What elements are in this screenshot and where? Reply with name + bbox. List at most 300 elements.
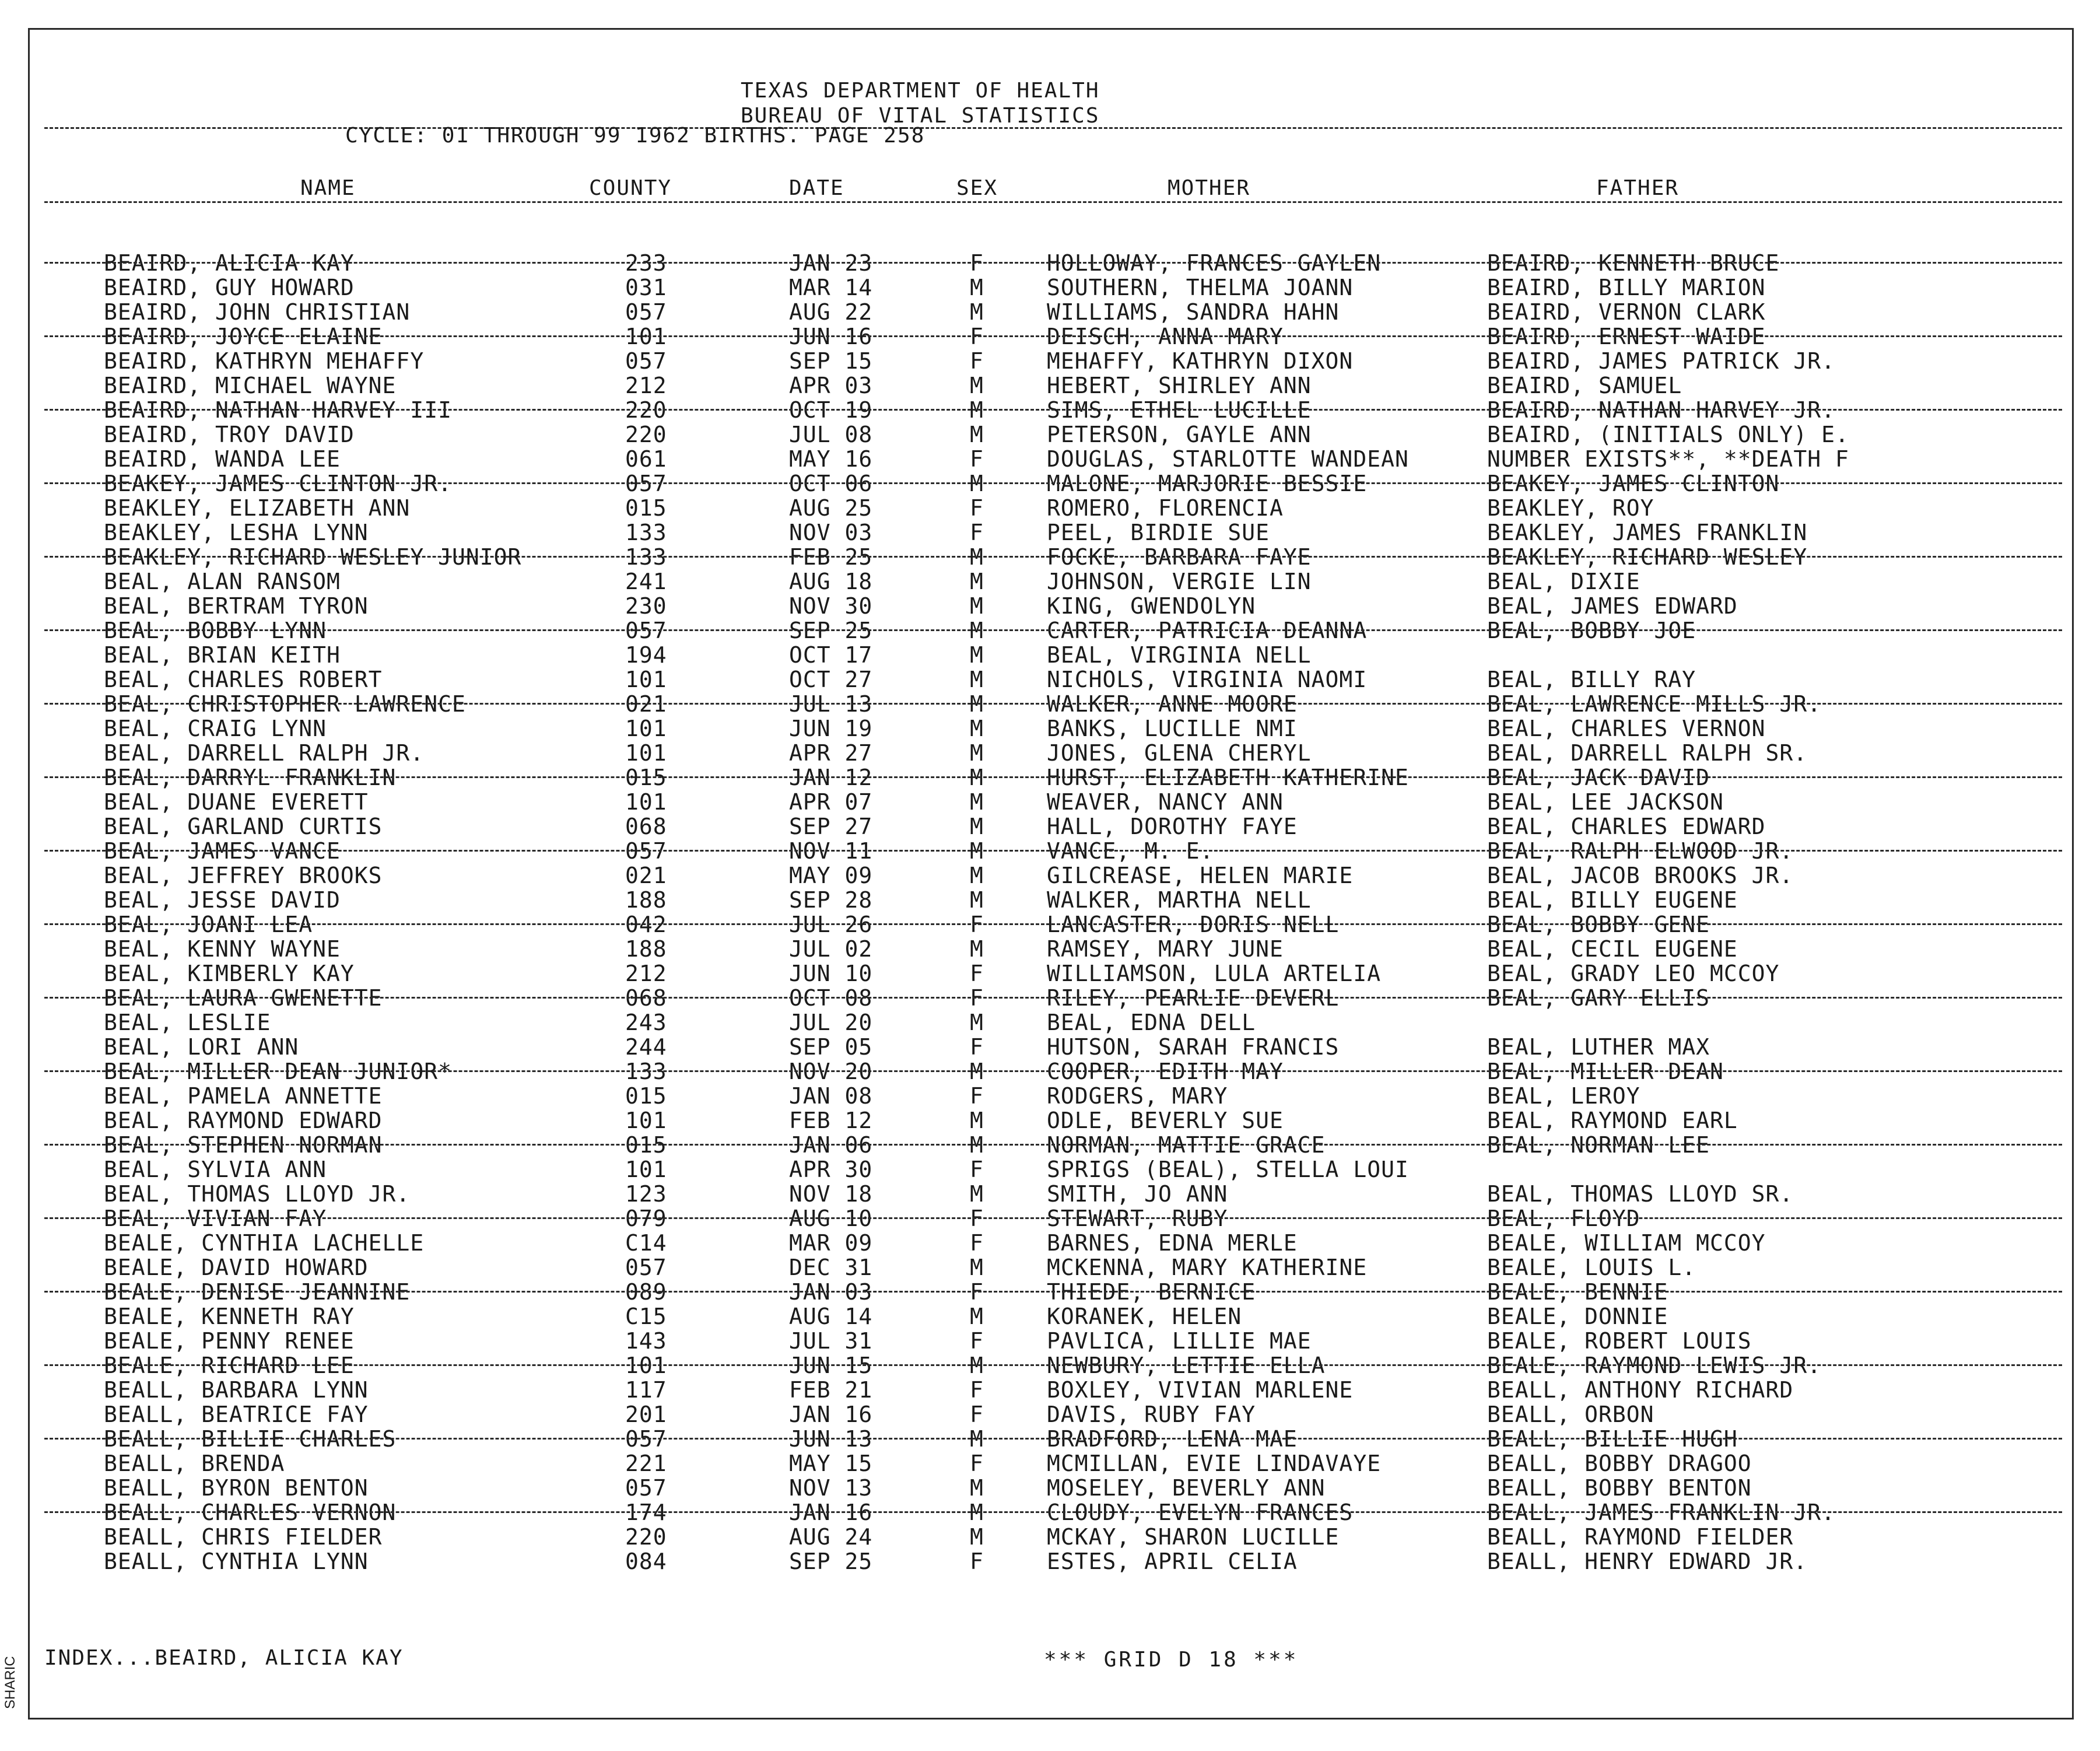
record-sex: M: [970, 1475, 984, 1501]
record-father: BEAL, JACK DAVID: [1487, 765, 1710, 790]
record-row: [0, 667, 2100, 692]
record-row: [0, 1231, 2100, 1255]
record-father: BEALE, BENNIE: [1487, 1279, 1668, 1305]
record-row: [0, 422, 2100, 447]
record-mother: RODGERS, MARY: [1047, 1083, 1228, 1109]
record-mother: MCMILLAN, EVIE LINDAVAYE: [1047, 1451, 1382, 1476]
record-name: BEAIRD, KATHRYN MEHAFFY: [104, 348, 425, 374]
record-row: [0, 398, 2100, 422]
record-mother: ROMERO, FLORENCIA: [1047, 495, 1284, 521]
record-father: BEALL, JAMES FRANKLIN JR.: [1487, 1500, 1835, 1525]
record-father: BEAL, CHARLES VERNON: [1487, 716, 1766, 741]
record-name: BEAL, PAMELA ANNETTE: [104, 1083, 383, 1109]
record-date: JUN 13: [789, 1426, 873, 1452]
record-date: APR 30: [789, 1157, 873, 1182]
record-sex: M: [970, 373, 984, 398]
record-sex: F: [970, 1328, 984, 1354]
record-row: [0, 300, 2100, 324]
record-county: C14: [625, 1230, 667, 1256]
record-sex: M: [970, 397, 984, 423]
record-sex: M: [970, 814, 984, 839]
record-row: [0, 692, 2100, 716]
record-row: [0, 814, 2100, 839]
record-date: OCT 19: [789, 397, 873, 423]
record-county: 061: [625, 446, 667, 472]
record-county: 057: [625, 618, 667, 643]
record-name: BEAL, KIMBERLY KAY: [104, 961, 355, 986]
record-name: BEAL, JESSE DAVID: [104, 887, 341, 913]
record-mother: SIMS, ETHEL LUCILLE: [1047, 397, 1312, 423]
record-father: BEAL, BILLY RAY: [1487, 667, 1696, 692]
record-name: BEAIRD, MICHAEL WAYNE: [104, 373, 397, 398]
record-name: BEAL, BRIAN KEITH: [104, 642, 341, 668]
record-sex: F: [970, 1206, 984, 1231]
record-father: BEALL, BILLIE HUGH: [1487, 1426, 1738, 1452]
record-name: BEALL, BILLIE CHARLES: [104, 1426, 397, 1452]
record-row: [0, 251, 2100, 275]
record-father: BEALE, LOUIS L.: [1487, 1255, 1696, 1280]
record-date: JUL 02: [789, 936, 873, 962]
record-county: 133: [625, 1059, 667, 1084]
record-mother: MCKAY, SHARON LUCILLE: [1047, 1524, 1340, 1550]
record-name: BEALL, CHRIS FIELDER: [104, 1524, 383, 1550]
record-mother: LANCASTER, DORIS NELL: [1047, 912, 1340, 937]
record-mother: PAVLICA, LILLIE MAE: [1047, 1328, 1312, 1354]
side-mark: SHARIC: [2, 1656, 18, 1709]
record-name: BEAL, CRAIG LYNN: [104, 716, 327, 741]
record-row: [0, 1084, 2100, 1108]
record-mother: BRADFORD, LENA MAE: [1047, 1426, 1298, 1452]
record-sex: F: [970, 1451, 984, 1476]
column-header-father: FATHER: [1596, 176, 1680, 200]
record-row: [0, 1182, 2100, 1206]
record-mother: WALKER, ANNE MOORE: [1047, 691, 1298, 717]
record-county: 101: [625, 1157, 667, 1182]
record-mother: GILCREASE, HELEN MARIE: [1047, 863, 1354, 888]
record-mother: PETERSON, GAYLE ANN: [1047, 422, 1312, 447]
record-date: MAY 15: [789, 1451, 873, 1476]
record-father: BEAL, RALPH ELWOOD JR.: [1487, 838, 1794, 864]
record-name: BEAL, THOMAS LLOYD JR.: [104, 1181, 411, 1207]
record-father: BEAIRD, SAMUEL: [1487, 373, 1682, 398]
record-mother: BEAL, EDNA DELL: [1047, 1010, 1256, 1035]
record-mother: NORMAN, MATTIE GRACE: [1047, 1132, 1326, 1158]
record-father: BEAL, MILLER DEAN: [1487, 1059, 1724, 1084]
record-sex: F: [970, 912, 984, 937]
record-date: JUN 19: [789, 716, 873, 741]
record-county: 021: [625, 863, 667, 888]
record-date: JUL 20: [789, 1010, 873, 1035]
record-county: 031: [625, 275, 667, 300]
record-date: SEP 25: [789, 1549, 873, 1574]
record-name: BEAL, JAMES VANCE: [104, 838, 341, 864]
record-date: APR 27: [789, 740, 873, 766]
record-father: BEAL, GARY ELLIS: [1487, 985, 1710, 1011]
record-sex: M: [970, 887, 984, 913]
record-row: [0, 349, 2100, 373]
record-mother: FOCKE, BARBARA FAYE: [1047, 544, 1312, 570]
record-sex: F: [970, 250, 984, 276]
record-date: JUN 16: [789, 324, 873, 349]
record-county: 084: [625, 1549, 667, 1574]
record-row: [0, 569, 2100, 594]
record-county: 101: [625, 667, 667, 692]
record-sex: M: [970, 471, 984, 496]
record-mother: BEAL, VIRGINIA NELL: [1047, 642, 1312, 668]
record-father: BEAL, LEROY: [1487, 1083, 1640, 1109]
record-father: BEAKLEY, RICHARD WESLEY: [1487, 544, 1808, 570]
record-row: [0, 1402, 2100, 1427]
record-father: BEAL, GRADY LEO MCCOY: [1487, 961, 1780, 986]
record-mother: VANCE, M. E.: [1047, 838, 1214, 864]
record-county: 212: [625, 373, 667, 398]
record-father: BEAIRD, NATHAN HARVEY JR.: [1487, 397, 1835, 423]
record-row: [0, 545, 2100, 569]
record-mother: PEEL, BIRDIE SUE: [1047, 520, 1270, 545]
record-name: BEAKEY, JAMES CLINTON JR.: [104, 471, 452, 496]
record-father: BEAL, LUTHER MAX: [1487, 1034, 1710, 1060]
record-date: AUG 18: [789, 569, 873, 594]
record-row: [0, 888, 2100, 912]
record-father: BEAL, CHARLES EDWARD: [1487, 814, 1766, 839]
record-father: BEAL, LAWRENCE MILLS JR.: [1487, 691, 1822, 717]
record-name: BEALL, CHARLES VERNON: [104, 1500, 397, 1525]
record-county: 089: [625, 1279, 667, 1305]
record-row: [0, 275, 2100, 300]
record-row: [0, 1378, 2100, 1402]
record-name: BEAL, LESLIE: [104, 1010, 271, 1035]
record-mother: JONES, GLENA CHERYL: [1047, 740, 1312, 766]
record-mother: DAVIS, RUBY FAY: [1047, 1402, 1256, 1427]
record-row: [0, 1451, 2100, 1476]
record-mother: HALL, DOROTHY FAYE: [1047, 814, 1298, 839]
record-name: BEAIRD, TROY DAVID: [104, 422, 355, 447]
record-county: 057: [625, 348, 667, 374]
record-sex: M: [970, 716, 984, 741]
record-sex: M: [970, 422, 984, 447]
record-mother: DOUGLAS, STARLOTTE WANDEAN: [1047, 446, 1409, 472]
record-mother: KORANEK, HELEN: [1047, 1304, 1242, 1329]
record-county: 079: [625, 1206, 667, 1231]
record-name: BEAL, VIVIAN FAY: [104, 1206, 327, 1231]
record-name: BEALE, CYNTHIA LACHELLE: [104, 1230, 425, 1256]
record-county: 220: [625, 422, 667, 447]
record-county: 133: [625, 544, 667, 570]
record-county: 015: [625, 1083, 667, 1109]
record-date: NOV 03: [789, 520, 873, 545]
record-mother: HEBERT, SHIRLEY ANN: [1047, 373, 1312, 398]
record-mother: MEHAFFY, KATHRYN DIXON: [1047, 348, 1354, 374]
record-sex: M: [970, 1353, 984, 1378]
record-father: BEAIRD, (INITIALS ONLY) E.: [1487, 422, 1849, 447]
record-father: BEAL, CECIL EUGENE: [1487, 936, 1738, 962]
record-name: BEAL, DUANE EVERETT: [104, 789, 369, 815]
record-county: 117: [625, 1377, 667, 1403]
record-mother: SMITH, JO ANN: [1047, 1181, 1228, 1207]
record-name: BEALE, DENISE JEANNINE: [104, 1279, 411, 1305]
record-date: NOV 20: [789, 1059, 873, 1084]
record-row: [0, 1500, 2100, 1525]
record-row: [0, 1255, 2100, 1280]
record-county: 123: [625, 1181, 667, 1207]
record-father: BEAIRD, VERNON CLARK: [1487, 299, 1766, 325]
record-mother: WILLIAMS, SANDRA HAHN: [1047, 299, 1340, 325]
record-mother: DEISCH, ANNA MARY: [1047, 324, 1284, 349]
record-sex: F: [970, 1402, 984, 1427]
record-sex: F: [970, 446, 984, 472]
record-row: [0, 471, 2100, 496]
record-date: JUL 08: [789, 422, 873, 447]
record-date: JAN 03: [789, 1279, 873, 1305]
record-name: BEAL, KENNY WAYNE: [104, 936, 341, 962]
record-mother: THIEDE, BERNICE: [1047, 1279, 1256, 1305]
column-header-sex: SEX: [956, 176, 998, 200]
record-row: [0, 1525, 2100, 1549]
record-sex: M: [970, 569, 984, 594]
record-date: FEB 12: [789, 1108, 873, 1133]
record-date: SEP 27: [789, 814, 873, 839]
record-name: BEAL, DARRYL FRANKLIN: [104, 765, 397, 790]
record-sex: F: [970, 1230, 984, 1256]
record-row: [0, 324, 2100, 349]
record-sex: F: [970, 495, 984, 521]
record-name: BEAL, DARRELL RALPH JR.: [104, 740, 425, 766]
record-row: [0, 1108, 2100, 1133]
record-row: [0, 594, 2100, 618]
record-mother: BANKS, LUCILLE NMI: [1047, 716, 1298, 741]
record-date: NOV 30: [789, 593, 873, 619]
record-name: BEAL, STEPHEN NORMAN: [104, 1132, 383, 1158]
record-date: AUG 22: [789, 299, 873, 325]
record-row: [0, 937, 2100, 961]
record-county: 244: [625, 1034, 667, 1060]
record-date: AUG 10: [789, 1206, 873, 1231]
grid-reference: *** GRID D 18 ***: [1044, 1648, 1299, 1672]
record-county: 194: [625, 642, 667, 668]
record-father: BEALL, BOBBY BENTON: [1487, 1475, 1752, 1501]
record-sex: M: [970, 593, 984, 619]
record-row: [0, 520, 2100, 545]
record-county: 212: [625, 961, 667, 986]
record-county: 230: [625, 593, 667, 619]
record-county: 021: [625, 691, 667, 717]
record-county: 201: [625, 1402, 667, 1427]
record-row: [0, 839, 2100, 863]
record-date: MAR 09: [789, 1230, 873, 1256]
record-sex: M: [970, 1500, 984, 1525]
record-date: NOV 13: [789, 1475, 873, 1501]
record-county: 042: [625, 912, 667, 937]
record-name: BEAIRD, NATHAN HARVEY III: [104, 397, 452, 423]
record-date: JUN 10: [789, 961, 873, 986]
record-county: 188: [625, 936, 667, 962]
record-father: BEALE, ROBERT LOUIS: [1487, 1328, 1752, 1354]
record-county: 015: [625, 1132, 667, 1158]
record-sex: M: [970, 838, 984, 864]
record-date: SEP 15: [789, 348, 873, 374]
record-sex: F: [970, 520, 984, 545]
record-name: BEAL, MILLER DEAN JUNIOR*: [104, 1059, 452, 1084]
record-father: BEAL, JAMES EDWARD: [1487, 593, 1738, 619]
record-mother: RILEY, PEARLIE DEVERL: [1047, 985, 1340, 1011]
record-mother: BARNES, EDNA MERLE: [1047, 1230, 1298, 1256]
record-name: BEALE, KENNETH RAY: [104, 1304, 355, 1329]
record-date: JAN 12: [789, 765, 873, 790]
record-row: [0, 1059, 2100, 1084]
record-name: BEAIRD, JOYCE ELAINE: [104, 324, 383, 349]
cycle-line: CYCLE: 01 THROUGH 99 1962 BIRTHS. PAGE 258: [345, 124, 925, 148]
record-county: 068: [625, 985, 667, 1011]
record-mother: SOUTHERN, THELMA JOANN: [1047, 275, 1354, 300]
record-father: BEAL, NORMAN LEE: [1487, 1132, 1710, 1158]
record-name: BEAL, BOBBY LYNN: [104, 618, 327, 643]
record-mother: MOSELEY, BEVERLY ANN: [1047, 1475, 1326, 1501]
record-father: BEAIRD, JAMES PATRICK JR.: [1487, 348, 1835, 374]
record-mother: WALKER, MARTHA NELL: [1047, 887, 1312, 913]
record-date: MAY 09: [789, 863, 873, 888]
record-name: BEALE, DAVID HOWARD: [104, 1255, 369, 1280]
record-sex: M: [970, 1059, 984, 1084]
record-date: JUL 26: [789, 912, 873, 937]
record-county: 101: [625, 324, 667, 349]
record-father: BEAL, THOMAS LLOYD SR.: [1487, 1181, 1794, 1207]
record-name: BEALL, BRENDA: [104, 1451, 285, 1476]
record-sex: M: [970, 1304, 984, 1329]
record-county: 143: [625, 1328, 667, 1354]
record-father: BEAL, BILLY EUGENE: [1487, 887, 1738, 913]
record-name: BEALL, BEATRICE FAY: [104, 1402, 369, 1427]
record-name: BEAKLEY, LESHA LYNN: [104, 520, 369, 545]
record-county: 221: [625, 1451, 667, 1476]
record-date: OCT 27: [789, 667, 873, 692]
record-mother: KING, GWENDOLYN: [1047, 593, 1256, 619]
record-sex: F: [970, 1279, 984, 1305]
record-county: 241: [625, 569, 667, 594]
record-date: JAN 16: [789, 1500, 873, 1525]
record-sex: F: [970, 1549, 984, 1574]
record-county: 057: [625, 299, 667, 325]
record-row: [0, 741, 2100, 765]
record-name: BEAL, BERTRAM TYRON: [104, 593, 369, 619]
record-sex: M: [970, 765, 984, 790]
record-county: 233: [625, 250, 667, 276]
record-date: NOV 18: [789, 1181, 873, 1207]
record-sex: F: [970, 348, 984, 374]
record-county: 174: [625, 1500, 667, 1525]
record-row: [0, 961, 2100, 986]
record-name: BEALL, BARBARA LYNN: [104, 1377, 369, 1403]
record-mother: ODLE, BEVERLY SUE: [1047, 1108, 1284, 1133]
record-county: 133: [625, 520, 667, 545]
record-father: BEALL, ANTHONY RICHARD: [1487, 1377, 1794, 1403]
record-sex: F: [970, 985, 984, 1011]
record-county: 101: [625, 740, 667, 766]
record-date: JAN 16: [789, 1402, 873, 1427]
record-sex: M: [970, 936, 984, 962]
record-father: BEALL, BOBBY DRAGOO: [1487, 1451, 1752, 1476]
record-mother: RAMSEY, MARY JUNE: [1047, 936, 1284, 962]
record-name: BEALL, BYRON BENTON: [104, 1475, 369, 1501]
record-date: FEB 25: [789, 544, 873, 570]
record-row: [0, 1353, 2100, 1378]
record-row: [0, 790, 2100, 814]
record-row: [0, 1476, 2100, 1500]
record-father: BEAIRD, ERNEST WAIDE: [1487, 324, 1766, 349]
record-father: BEALE, RAYMOND LEWIS JR.: [1487, 1353, 1822, 1378]
record-row: [0, 496, 2100, 520]
record-sex: M: [970, 618, 984, 643]
record-name: BEALE, PENNY RENEE: [104, 1328, 355, 1354]
record-name: BEAL, JEFFREY BROOKS: [104, 863, 383, 888]
record-name: BEAL, JOANI LEA: [104, 912, 313, 937]
column-header-name: NAME: [300, 176, 356, 200]
record-row: [0, 447, 2100, 471]
record-row: [0, 765, 2100, 790]
record-sex: M: [970, 863, 984, 888]
record-sex: M: [970, 691, 984, 717]
record-father: BEALE, DONNIE: [1487, 1304, 1668, 1329]
record-mother: HOLLOWAY, FRANCES GAYLEN: [1047, 250, 1382, 276]
record-mother: ESTES, APRIL CELIA: [1047, 1549, 1298, 1574]
record-sex: M: [970, 1181, 984, 1207]
record-name: BEAL, LAURA GWENETTE: [104, 985, 383, 1011]
record-row: [0, 1280, 2100, 1304]
record-county: 015: [625, 495, 667, 521]
record-sex: M: [970, 1010, 984, 1035]
record-mother: CLOUDY, EVELYN FRANCES: [1047, 1500, 1354, 1525]
record-sex: M: [970, 667, 984, 692]
record-mother: MCKENNA, MARY KATHERINE: [1047, 1255, 1368, 1280]
record-sex: M: [970, 299, 984, 325]
record-date: SEP 05: [789, 1034, 873, 1060]
record-date: APR 03: [789, 373, 873, 398]
record-sex: F: [970, 1377, 984, 1403]
record-row: [0, 643, 2100, 667]
record-date: MAY 16: [789, 446, 873, 472]
agency-title: TEXAS DEPARTMENT OF HEALTH: [741, 79, 1100, 103]
record-sex: F: [970, 961, 984, 986]
record-mother: COOPER, EDITH MAY: [1047, 1059, 1284, 1084]
record-row: [0, 1035, 2100, 1059]
record-mother: BOXLEY, VIVIAN MARLENE: [1047, 1377, 1354, 1403]
record-father: BEALL, HENRY EDWARD JR.: [1487, 1549, 1808, 1574]
record-father: BEALE, WILLIAM MCCOY: [1487, 1230, 1766, 1256]
record-father: BEAL, FLOYD: [1487, 1206, 1640, 1231]
record-sex: M: [970, 544, 984, 570]
index-line: INDEX...BEAIRD, ALICIA KAY: [44, 1646, 404, 1670]
record-sex: F: [970, 324, 984, 349]
record-mother: NEWBURY, LETTIE ELLA: [1047, 1353, 1326, 1378]
record-name: BEAKLEY, ELIZABETH ANN: [104, 495, 411, 521]
record-county: 068: [625, 814, 667, 839]
bureau-title: BUREAU OF VITAL STATISTICS: [741, 104, 1100, 128]
record-father: BEAIRD, KENNETH BRUCE: [1487, 250, 1780, 276]
record-father: BEALL, RAYMOND FIELDER: [1487, 1524, 1794, 1550]
record-date: SEP 28: [789, 887, 873, 913]
record-mother: JOHNSON, VERGIE LIN: [1047, 569, 1312, 594]
record-sex: M: [970, 275, 984, 300]
record-date: OCT 17: [789, 642, 873, 668]
record-sex: M: [970, 642, 984, 668]
record-name: BEAIRD, WANDA LEE: [104, 446, 341, 472]
record-name: BEAKLEY, RICHARD WESLEY JUNIOR: [104, 544, 522, 570]
record-date: NOV 11: [789, 838, 873, 864]
column-header-county: COUNTY: [589, 176, 672, 200]
record-date: APR 07: [789, 789, 873, 815]
record-row: [0, 1206, 2100, 1231]
record-county: 057: [625, 1426, 667, 1452]
record-mother: WILLIAMSON, LULA ARTELIA: [1047, 961, 1382, 986]
